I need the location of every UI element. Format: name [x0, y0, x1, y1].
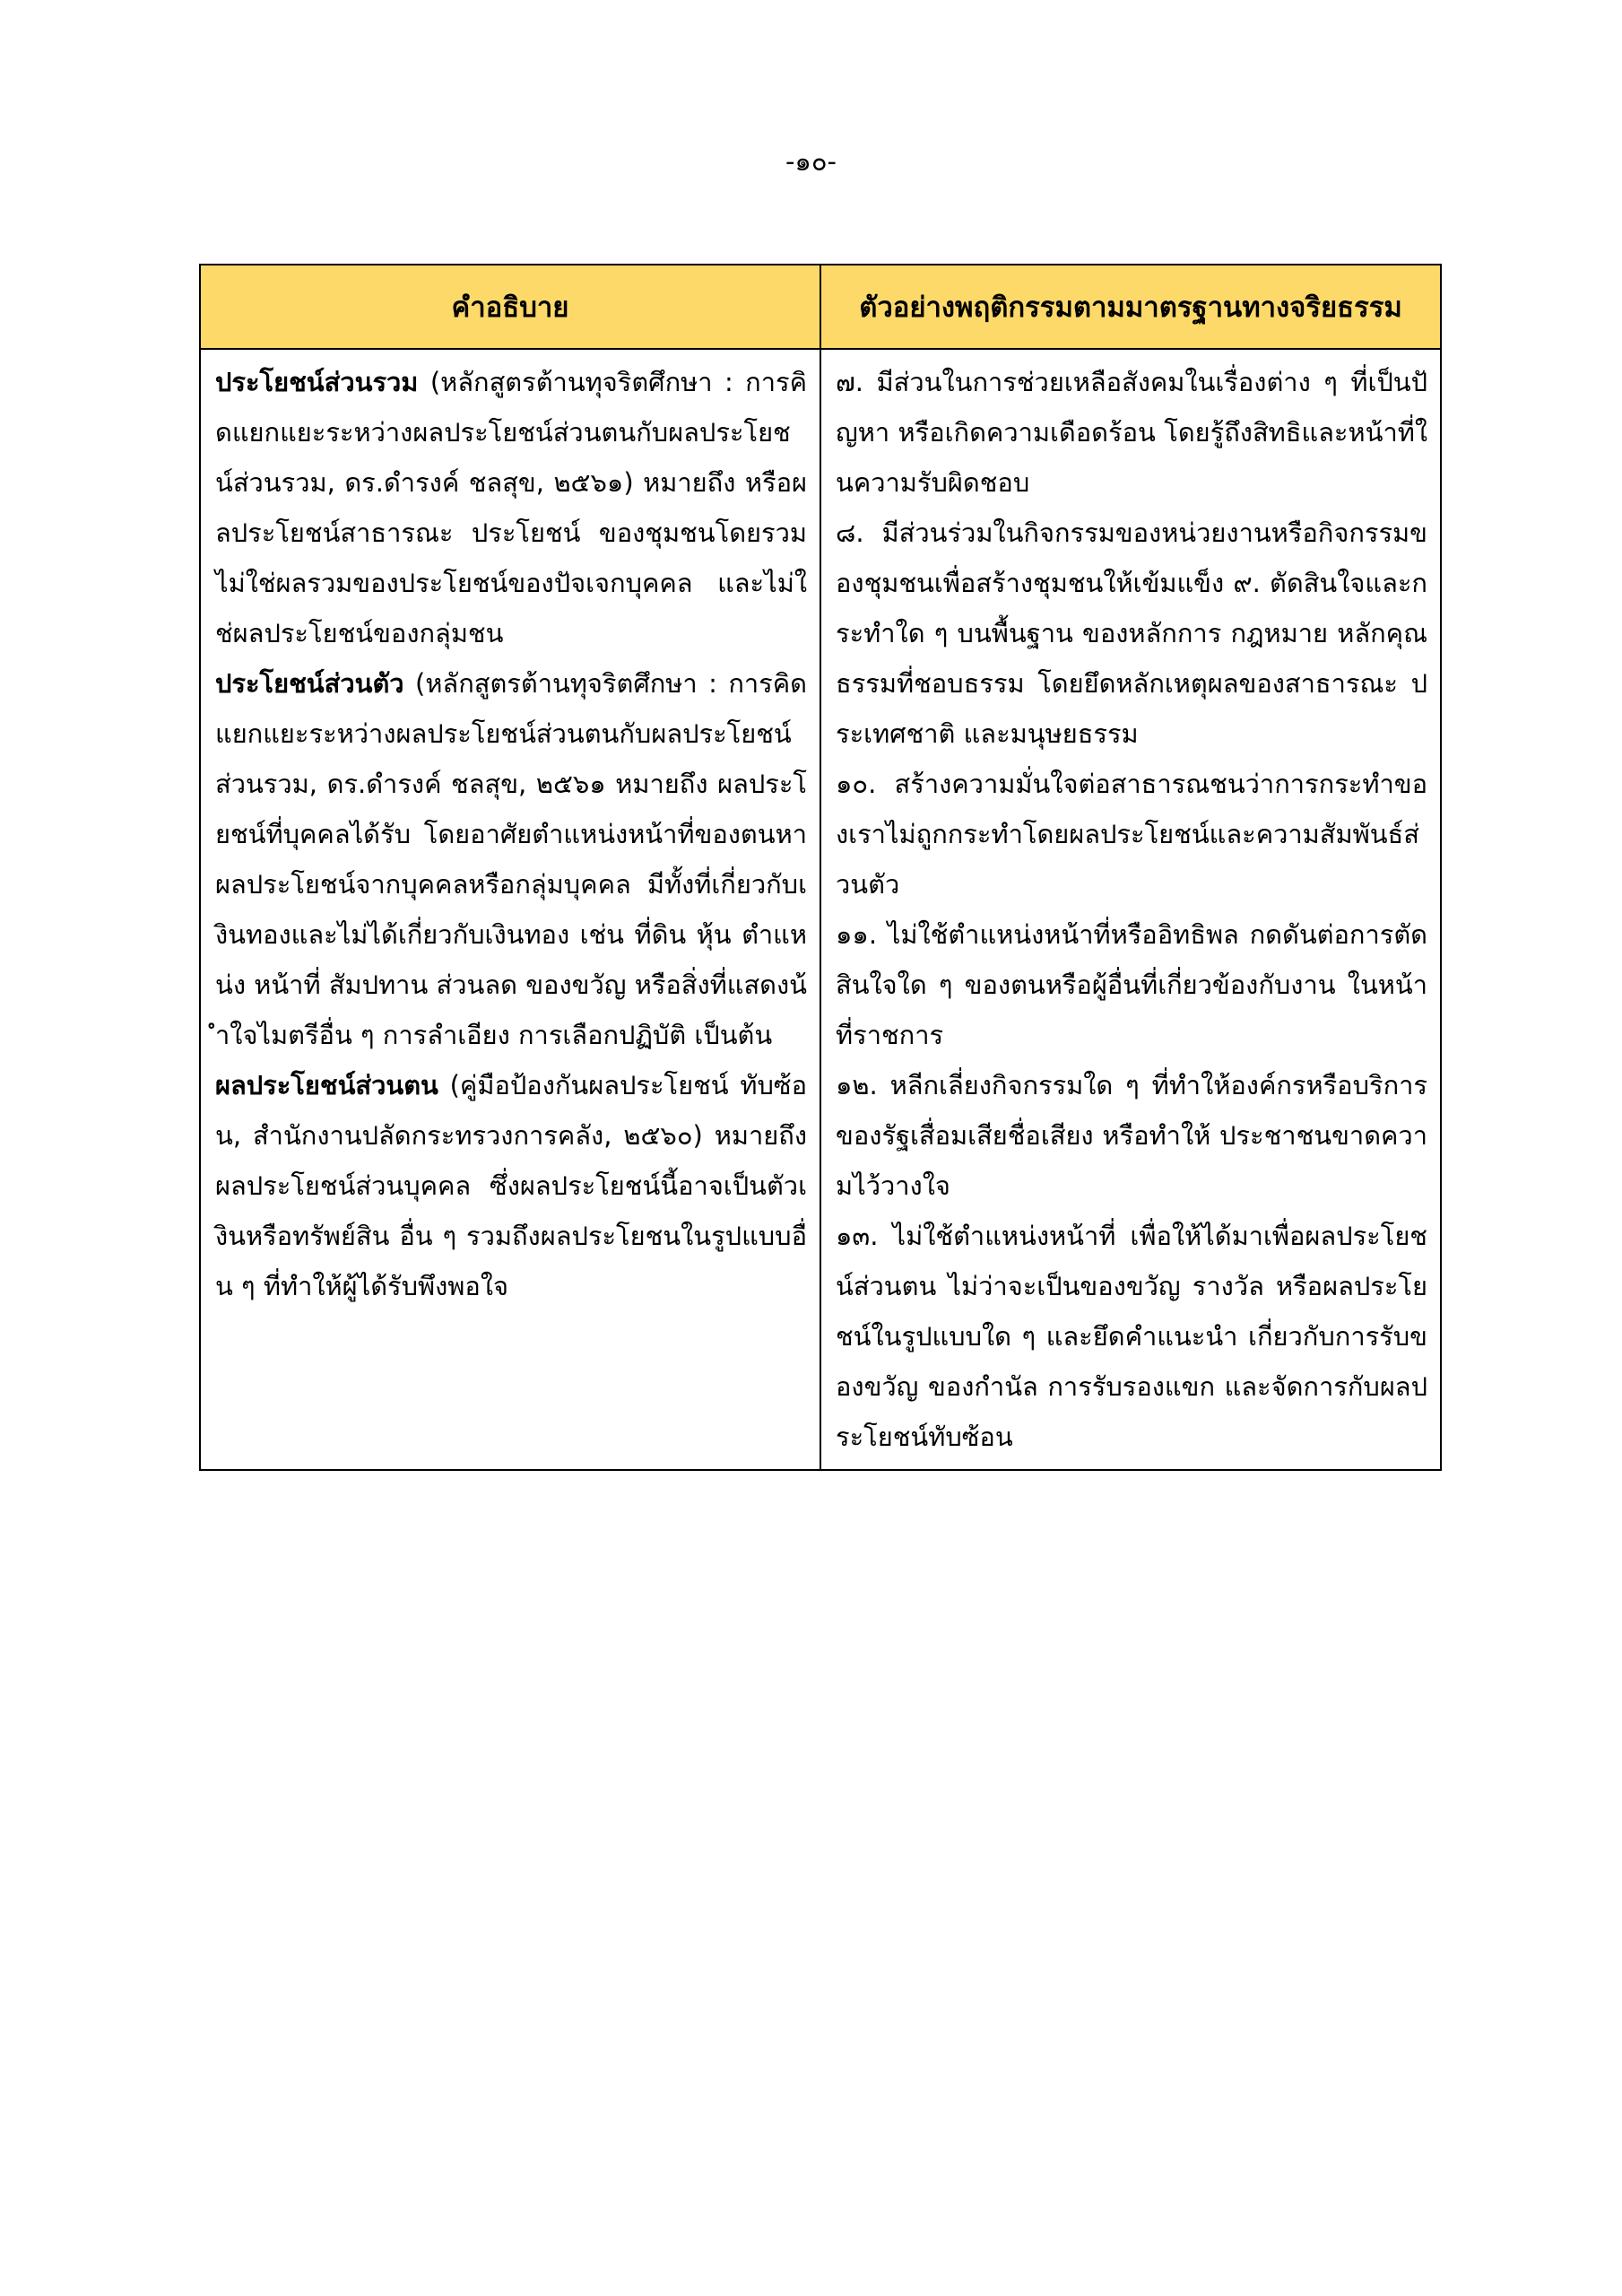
header-examples: ตัวอย่างพฤติกรรมตามมาตรฐานทางจริยธรรม	[820, 265, 1441, 349]
definition-personal-interest	[215, 1060, 807, 1311]
definition-text: (หลักสูตรต้านทุจริตศึกษา : การคิดแยกแยะระหว่างผลประโยชน์ส่วนตนกับผลประโยชน์ส่วนรวม, ดร.ดำรงค์ ชลสุข, ๒๕๖๑) หมายถึง หรือผลประโยชน์สาธารณะ ประโยชน์ ของชุมชนโดยรวม ไม่ใช่ผลรวมของประโยชน์ของปัจเจกบุคคล และไม่ใช่ผลประโยชน์ของกลุ่มชน	[215, 367, 807, 648]
example-item: ๑๑. ไม่ใช้ตำแหน่งหน้าที่หรืออิทธิพล กดดันต่อการตัดสินใจใด ๆ ของตนหรือผู้อื่นที่เกี่ยวข้องกับงาน ในหน้าที่ราชการ	[836, 919, 1427, 1050]
ethics-table	[199, 264, 1442, 1471]
definition-term: ประโยชน์ส่วนตัว	[215, 668, 404, 699]
definition-term: ประโยชน์ส่วนรวม	[215, 367, 419, 397]
example-item: ๘. มีส่วนร่วมในกิจกรรมของหน่วยงานหรือกิจกรรมของชุมชนเพื่อสร้างชุมชนให้เข้มแข็ง ๙. ตัดสินใจและกระทำใด ๆ บนพื้นฐาน ของหลักการ กฎหมาย หลักคุณธรรมที่ชอบธรรม โดยยึดหลักเหตุผลของสาธารณะ ประเทศชาติ และมนุษยธรรม	[836, 517, 1427, 749]
example-item: ๗. มีส่วนในการช่วยเหลือสังคมในเรื่องต่าง ๆ ที่เป็นปัญหา หรือเกิดความเดือดร้อน โดยรู้ถึงสิทธิและหน้าที่ในความรับผิดชอบ	[836, 367, 1427, 498]
example-item: ๑๒. หลีกเลี่ยงกิจกรรมใด ๆ ที่ทำให้องค์กรหรือบริการของรัฐเสื่อมเสียชื่อเสียง หรือทำให้ ประชาชนขาดความไว้วางใจ	[836, 1070, 1427, 1201]
example-item: ๑๓. ไม่ใช้ตำแหน่งหน้าที่ เพื่อให้ได้มาเพื่อผลประโยชน์ส่วนตน ไม่ว่าจะเป็นของขวัญ รางวัล หรือผลประโยชน์ในรูปแบบใด ๆ และยึดคำแนะนำ เกี่ยวกับการรับของขวัญ ของกำนัล การรับรองแขก และจัดการกับผลประโยชน์ทับซ้อน	[836, 1221, 1427, 1452]
description-cell	[200, 349, 820, 1470]
examples-cell	[820, 349, 1441, 1470]
table-row	[200, 349, 1441, 1470]
page-number: -๑๐-	[785, 146, 837, 177]
table-header-row	[200, 265, 1441, 349]
definition-private-interest	[215, 658, 807, 1060]
definition-term: ผลประโยชน์ส่วนตน	[215, 1070, 438, 1100]
definition-text: (หลักสูตรต้านทุจริตศึกษา : การคิดแยกแยะระหว่างผลประโยชน์ส่วนตนกับผลประโยชน์ส่วนรวม, ดร.ดำรงค์ ชลสุข, ๒๕๖๑ หมายถึง ผลประโยชน์ที่บุคคลได้รับ โดยอาศัยตำแหน่งหน้าที่ของตนหาผลประโยชน์จากบุคคลหรือกลุ่มบุคคล มีทั้งที่เกี่ยวกับเงินทองและไม่ได้เกี่ยวกับเงินทอง เช่น ที่ดิน หุ้น ตำแหน่ง หน้าที่ สัมปทาน ส่วนลด ของขวัญ หรือสิ่งที่แสดงน้ำใจไมตรีอื่น ๆ การลำเอียง การเลือกปฏิบัติ เป็นต้น	[215, 668, 807, 1050]
example-item: ๑๐. สร้างความมั่นใจต่อสาธารณชนว่าการกระทำของเราไม่ถูกกระทำโดยผลประโยชน์และความสัมพันธ์ส่วนตัว	[836, 769, 1427, 900]
definition-public-interest	[215, 357, 807, 658]
definition-text: (คู่มือป้องกันผลประโยชน์ ทับซ้อน, สำนักงานปลัดกระทรวงการคลัง, ๒๕๖๐) หมายถึง ผลประโยชน์ส่วนบุคคล ซึ่งผลประโยชน์นี้อาจเป็นตัวเงินหรือทรัพย์สิน อื่น ๆ รวมถึงผลประโยชนในรูปแบบอื่น ๆ ที่ทำให้ผู้ได้รับพึงพอใจ	[215, 1070, 807, 1301]
header-description: คำอธิบาย	[200, 265, 820, 349]
